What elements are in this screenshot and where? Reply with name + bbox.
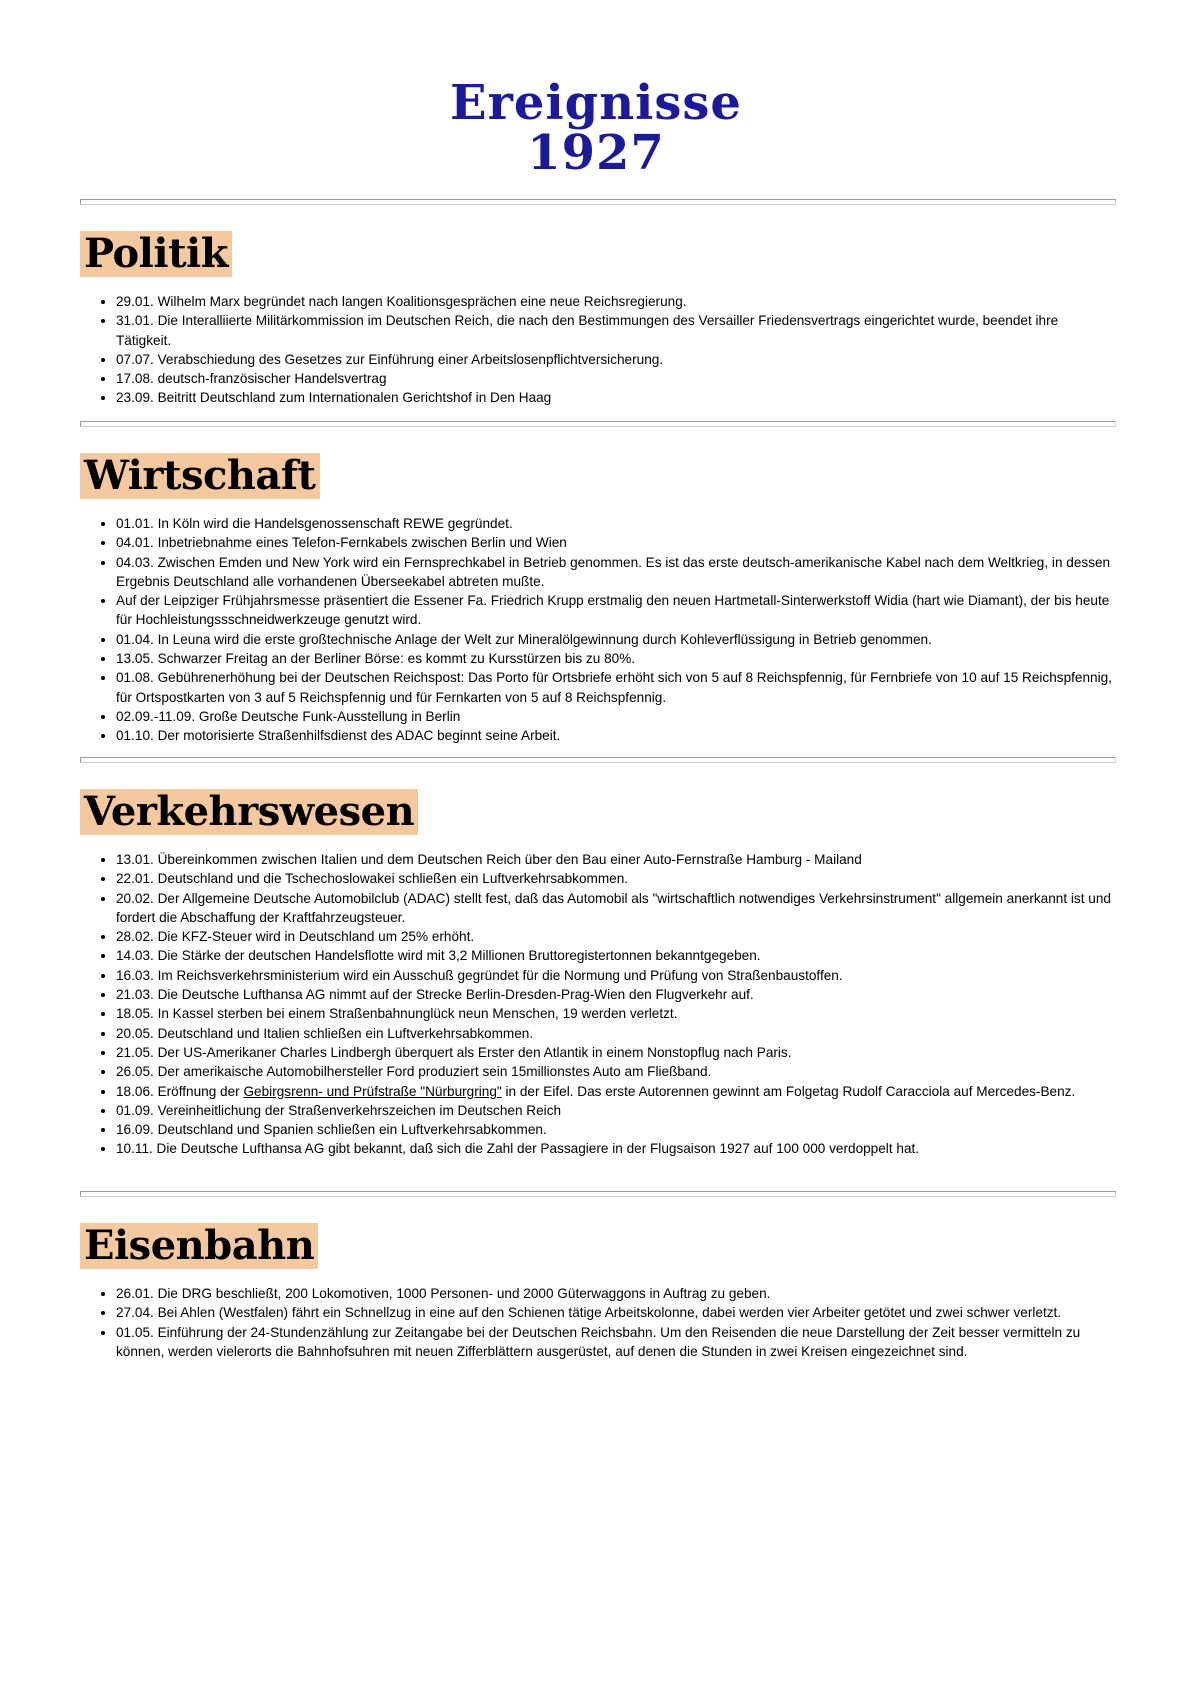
list-item: • 02.09.-11.09. Große Deutsche Funk-Ausstellung in Berlin (116, 707, 1116, 726)
list-item: • 26.05. Der amerikaische Automobilhersteller Ford produziert sein 15millionstes Auto am Fließband. (116, 1062, 1116, 1081)
list-item: • 23.09. Beitritt Deutschland zum Internationalen Gerichtshof in Den Haag (116, 388, 1116, 407)
list-item-nuerburgring (116, 1082, 1116, 1101)
list-item: • 18.05. In Kassel sterben bei einem Straßenbahnunglück neun Menschen, 19 werden verletzt. (116, 1004, 1116, 1023)
divider (80, 1191, 1116, 1197)
list-item: • 31.01. Die Interalliierte Militärkommission im Deutschen Reich, die nach den Bestimmungen des Versailler Friedensvertrags eingerichtet wurde, beendet ihre Tätigkeit. (116, 311, 1116, 350)
list-item: • 21.05. Der US-Amerikaner Charles Lindbergh überquert als Erster den Atlantik in einem Nonstopflug nach Paris. (116, 1043, 1116, 1062)
list-item: • 13.05. Schwarzer Freitag an der Berliner Börse: es kommt zu Kursstürzen bis zu 80%. (116, 649, 1116, 668)
divider (80, 199, 1116, 205)
list-item: • 01.05. Einführung der 24-Stundenzählung zur Zeitangabe bei der Deutschen Reichsbahn. Um den Reisenden die neue Darstellung der Zeit besser vermitteln zu können, werden vielerorts die Bahnhofsuhren mit neuen Zifferblättern ausgerüstet, auf denen die Stunden in zwei Kreisen eingezeichnet sind. (116, 1323, 1116, 1362)
page-title (0, 75, 1192, 181)
list-item: • 01.10. Der motorisierte Straßenhilfsdienst des ADAC beginnt seine Arbeit. (116, 726, 1116, 745)
list-verkehrswesen (80, 850, 1116, 1159)
list-item: • 01.01. In Köln wird die Handelsgenossenschaft REWE gegründet. (116, 514, 1116, 533)
section-heading-politik: Politik (80, 231, 232, 277)
list-item: • 20.02. Der Allgemeine Deutsche Automobilclub (ADAC) stellt fest, daß das Automobil als "wirtschaftlich notwendiges Verkehrsinstrument" allgemein anerkannt ist und fordert die Abschaffung der Kraftfahrzeugsteuer. (116, 889, 1116, 928)
list-item-text: in der Eifel. Das erste Autorennen gewinnt am Folgetag Rudolf Caracciola auf Mercedes-Benz. (501, 1083, 1076, 1099)
divider (80, 757, 1116, 763)
list-item: • 01.04. In Leuna wird die erste großtechnische Anlage der Welt zur Mineralölgewinnung durch Kohleverflüssigung in Betrieb genommen. (116, 630, 1116, 649)
list-item: • 07.07. Verabschiedung des Gesetzes zur Einführung einer Arbeitslosenpflichtversicherung. (116, 350, 1116, 369)
list-item: • 04.01. Inbetriebnahme eines Telefon-Fernkabels zwischen Berlin und Wien (116, 533, 1116, 552)
divider (80, 421, 1116, 427)
list-item: • 27.04. Bei Ahlen (Westfalen) fährt ein Schnellzug in eine auf den Schienen tätige Arbeitskolonne, dabei werden vier Arbeiter getötet und zwei schwer verletzt. (116, 1303, 1116, 1322)
list-item: • 26.01. Die DRG beschließt, 200 Lokomotiven, 1000 Personen- und 2000 Güterwaggons in Auftrag zu geben. (116, 1284, 1116, 1303)
list-item: • 16.03. Im Reichsverkehrsministerium wird ein Ausschuß gegründet für die Normung und Prüfung von Straßenbaustoffen. (116, 966, 1116, 985)
list-item: • 14.03. Die Stärke der deutschen Handelsflotte wird mit 3,2 Millionen Bruttoregistertonnen bekanntgegeben. (116, 946, 1116, 965)
list-eisenbahn (80, 1284, 1116, 1361)
list-item: • 01.08. Gebührenerhöhung bei der Deutschen Reichspost: Das Porto für Ortsbriefe erhöht sich von 5 auf 8 Reichspfennig, für Fernbriefe von 10 auf 15 Reichspfennig, für Ortspostkarten von 3 auf 5 Reichspfennig und für Fernkarten von 5 auf 8 Reichspfennig. (116, 668, 1116, 707)
list-wirtschaft (80, 514, 1116, 746)
section-heading-wirtschaft: Wirtschaft (80, 453, 320, 499)
list-item: • 17.08. deutsch-französischer Handelsvertrag (116, 369, 1116, 388)
list-item: • Auf der Leipziger Frühjahrsmesse präsentiert die Essener Fa. Friedrich Krupp erstmalig den neuen Hartmetall-Sinterwerkstoff Widia (hart wie Diamant), der bis heute für Hochleistungssschneidwerkzeuge genutzt wird. (116, 591, 1116, 630)
list-item: • 28.02. Die KFZ-Steuer wird in Deutschland um 25% erhöht. (116, 927, 1116, 946)
list-item-text: 18.06. Eröffnung der (116, 1083, 244, 1099)
list-politik (80, 292, 1116, 408)
list-item: • 22.01. Deutschland und die Tschechoslowakei schließen ein Luftverkehrsabkommen. (116, 869, 1116, 888)
nuerburgring-link[interactable]: Gebirgsrenn- und Prüfstraße "Nürburgring" (243, 1083, 502, 1099)
page-title-line1: Ereignisse (450, 75, 742, 131)
list-item: • 16.09. Deutschland und Spanien schließen ein Luftverkehrsabkommen. (116, 1120, 1116, 1139)
list-item: • 01.09. Vereinheitlichung der Straßenverkehrszeichen im Deutschen Reich (116, 1101, 1116, 1120)
section-heading-verkehrswesen: Verkehrswesen (80, 789, 418, 835)
list-item: • 13.01. Übereinkommen zwischen Italien und dem Deutschen Reich über den Bau einer Auto-Fernstraße Hamburg - Mailand (116, 850, 1116, 869)
section-heading-eisenbahn: Eisenbahn (80, 1223, 318, 1269)
page-title-year: 1927 (527, 125, 665, 181)
list-item: • 04.03. Zwischen Emden und New York wird ein Fernsprechkabel in Betrieb genommen. Es ist das erste deutsch-amerikanische Kabel nach dem Weltkrieg, in dessen Ergebnis Deutschland alle vorhandenen Überseekabel abtreten mußte. (116, 553, 1116, 592)
list-item: • 29.01. Wilhelm Marx begründet nach langen Koalitionsgesprächen eine neue Reichsregierung. (116, 292, 1116, 311)
list-item: • 10.11. Die Deutsche Lufthansa AG gibt bekannt, daß sich die Zahl der Passagiere in der Flugsaison 1927 auf 100 000 verdoppelt hat. (116, 1139, 1116, 1158)
list-item: • 20.05. Deutschland und Italien schließen ein Luftverkehrsabkommen. (116, 1024, 1116, 1043)
list-item: • 21.03. Die Deutsche Lufthansa AG nimmt auf der Strecke Berlin-Dresden-Prag-Wien den Flugverkehr auf. (116, 985, 1116, 1004)
